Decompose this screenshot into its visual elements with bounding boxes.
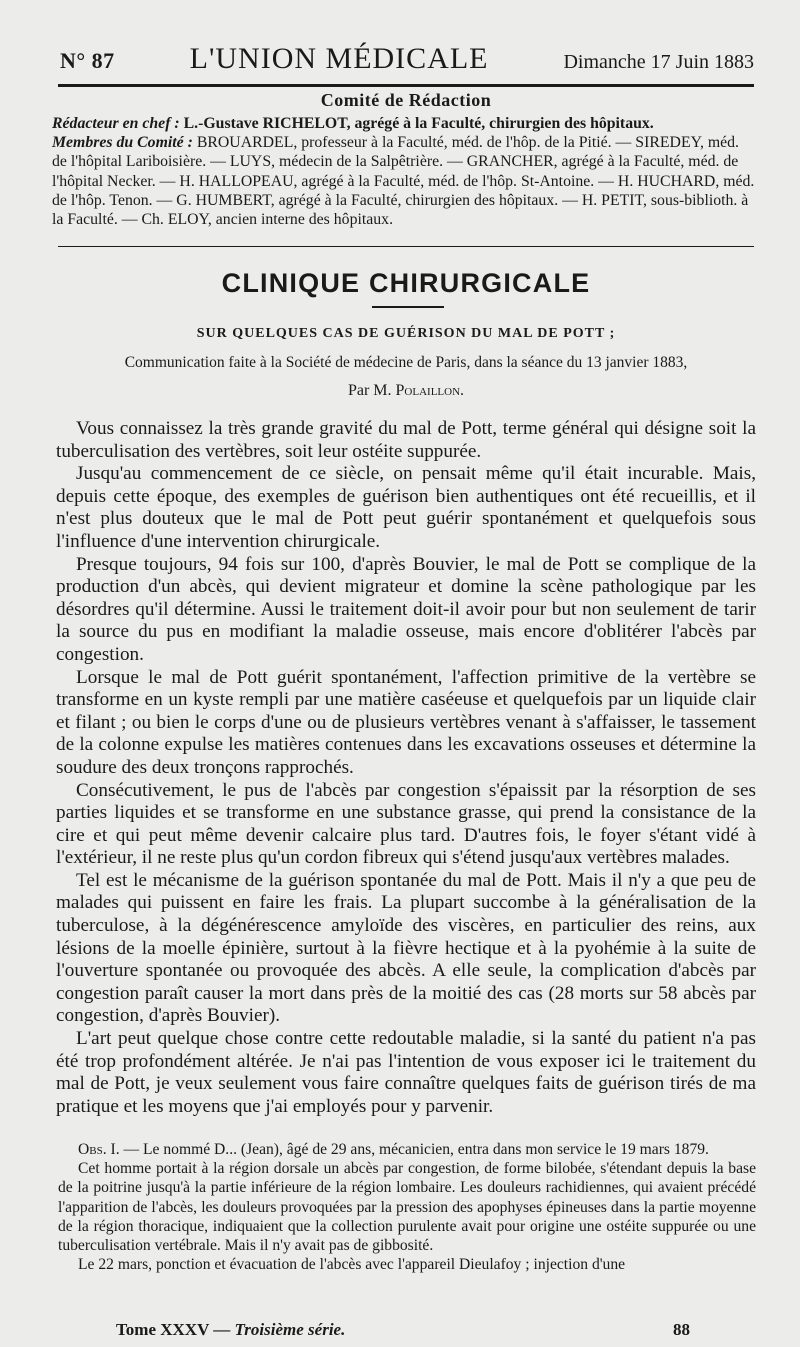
masthead-rule: [58, 84, 754, 87]
serie-label: Troisième série.: [234, 1320, 346, 1339]
paragraph: Lorsque le mal de Pott guérit spontanément, l'affection primitive de la vertèbre se transforme en un kyste rempli par une matière caséeuse et quelquefois par un liquide clair et filant ; ou bien le corps d'une ou de plusieurs vertèbres venant à s'affaisser, le tassement de la colonne expulse les matières contenues dans les excavations osseuses et détermine la soudure des deux tronçons rapprochés.: [56, 666, 756, 778]
comite-rule: [58, 246, 754, 247]
comite-title: Comité de Rédaction: [320, 90, 492, 110]
paragraph: Consécutivement, le pus de l'abcès par congestion s'épaissit par la résorption de ses parties liquides et se transforme en une substance grasse, qui prend la consistance de la cire et qui peut même devenir calcaire plus tard. D'autres fois, le foyer s'étant vidé à l'extérieur, il ne reste plus qu'un cordon fibreux qui s'étend jusqu'aux vertèbres malades.: [56, 779, 756, 869]
issue-number: N° 87: [60, 48, 115, 73]
page-number: 88: [673, 1320, 690, 1339]
paragraph: Vous connaissez la très grande gravité du mal de Pott, terme général qui désigne soit la tuberculisation des vertèbres, soit leur ostéite suppurée.: [56, 418, 756, 462]
membres-text: BROUARDEL, professeur à la Faculté, méd. de l'hôp. de la Pitié. — SIREDEY, méd. de l'hôpital Lariboisière. — LUYS, médecin de la Salpêtrière. — GRANCHER, agrégé à la Faculté, méd. de l'hôpital Necker. — H. HALLOPEAU, agrégé à la Faculté, méd. de l'hôp. St-Antoine. — H. HUCHARD, méd. de l'hôp. Tenon. — G. HUMBERT, agrégé à la Faculté, chirurgien des hôpitaux. — H. PETIT, sous-biblioth. à la Faculté. — Ch. ELOY, ancien interne des hôpitaux.: [52, 134, 755, 229]
observation-text: Le nommé D... (Jean), âgé de 29 ans, mécanicien, entra dans mon service le 19 mars 1879.: [143, 1141, 709, 1158]
observation-block: [58, 1140, 756, 1274]
article-body: [56, 418, 756, 1118]
issue-date: Dimanche 17 Juin 1883: [563, 51, 754, 73]
paragraph: Presque toujours, 94 fois sur 100, d'après Bouvier, le mal de Pott se complique de la production d'un abcès, qui devient migrateur et domine la scène pathologique par les désordres qu'il détermine. Aussi le traitement doit-il avoir pour but non seulement de tarir la source du pus en modifiant la maladie osseuse, mais encore d'oblitérer l'abcès par congestion.: [56, 553, 756, 665]
byline-prefix: Par M.: [347, 382, 392, 399]
membres-label: Membres du Comité :: [52, 134, 193, 152]
comite-block: [52, 114, 756, 229]
article-subtitle: SUR QUELQUES CAS DE GUÉRISON DU MAL DE POTT ;: [196, 326, 616, 341]
tome-label: Tome XXXV —: [116, 1320, 231, 1339]
paragraph: L'art peut quelque chose contre cette redoutable maladie, si la santé du patient n'a pas été trop profondément altérée. Je n'ai pas l'intention de vous exposer ici le traitement du mal de Pott, je veux seulement vous faire connaître quelques faits de guérison tirés de ma pratique et les moyens que j'ai employés pour y parvenir.: [56, 1028, 756, 1117]
membres-line: [52, 133, 756, 229]
redacteur-line: [52, 114, 756, 133]
redacteur-text: L.-Gustave RICHELOT, agrégé à la Faculté, chirurgien des hôpitaux.: [183, 115, 654, 132]
observation-paragraph: [58, 1140, 756, 1159]
paragraph: Tel est le mécanisme de la guérison spontanée du mal de Pott. Mais il n'y a que peu de malades qui puissent en faire les frais. La plupart succombe à la généralisation de la tuberculose, à la dégénérescence amyloïde des viscères, en particulier des reins, aux lésions de la moelle épinière, surtout à la fièvre hectique et à la pyohémie à la suite de l'ouverture spontanée ou provoquée des abcès. A elle seule, la complication d'abcès par congestion paraît causer la mort dans près de la moitié des cas (28 morts sur 58 abcès par congestion, d'après Bouvier).: [56, 869, 756, 1027]
title-rule: [372, 306, 444, 308]
redacteur-label: Rédacteur en chef :: [52, 115, 180, 132]
page-footer: [116, 1320, 690, 1340]
author-name: Polaillon.: [395, 382, 465, 399]
byline: [58, 382, 754, 400]
masthead: [60, 42, 754, 82]
volume-info: [116, 1320, 345, 1340]
communication-note: Communication faite à la Société de médecine de Paris, dans la séance du 13 janvier 1883,: [124, 354, 688, 371]
journal-title: L'UNION MÉDICALE: [189, 42, 489, 75]
section-title: CLINIQUE CHIRURGICALE: [221, 268, 591, 298]
observation-paragraph: Cet homme portait à la région dorsale un abcès par congestion, de forme bilobée, s'étendant depuis la base de la poitrine jusqu'à la partie inférieure de la région lombaire. Les douleurs rachidiennes, qui avaient précédé l'apparition de l'abcès, les douleurs provoquées par la pression des apophyses épineuses dans la partie moyenne de la région thoracique, indiquaient que la collection purulente avait pour origine une ostéite suppurée ou une tuberculisation vertébrale. Mais il n'y avait pas de gibbosité.: [58, 1160, 756, 1255]
observation-label: Obs. I. —: [78, 1141, 140, 1158]
observation-paragraph: Le 22 mars, ponction et évacuation de l'abcès avec l'appareil Dieulafoy ; injection d'une: [78, 1256, 626, 1274]
paragraph: Jusqu'au commencement de ce siècle, on pensait même qu'il était incurable. Mais, depuis cette époque, des exemples de guérison bien authentiques ont été recueillis, et il n'est plus douteux que le mal de Pott peut guérir spontanément et quelquefois sous l'influence d'une intervention chirurgicale.: [56, 463, 756, 552]
